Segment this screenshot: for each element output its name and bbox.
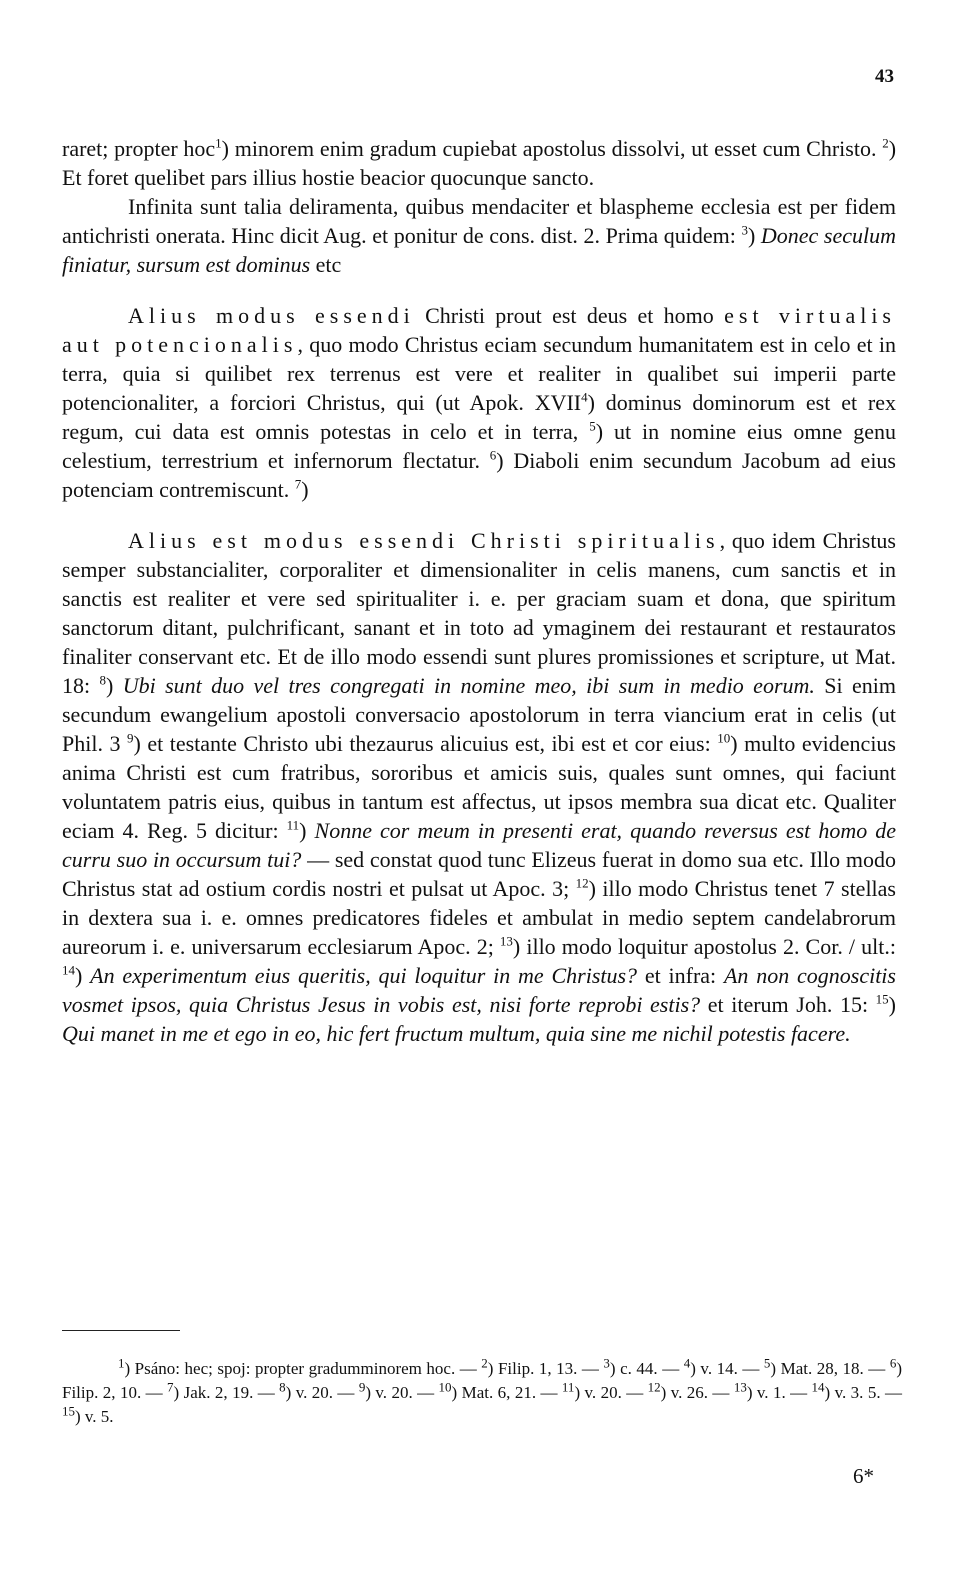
footnote-ref: 12 bbox=[575, 875, 589, 891]
footnote-ref: 14 bbox=[62, 962, 75, 978]
text-run: ) v. 20. — bbox=[365, 1383, 439, 1402]
page-number: 43 bbox=[875, 66, 894, 87]
text-run: ) et testante Christo ubi thezaurus alicuius est, ibi est et cor eius: bbox=[133, 731, 718, 756]
footnote-ref: 10 bbox=[438, 1379, 452, 1395]
footnote-ref: 2 bbox=[481, 1355, 488, 1371]
footnote-ref: 15 bbox=[62, 1403, 75, 1419]
text-run: ) multo evidencius anima Christi est cum fratribus, sororibus et amicis suis, quales sunt omnes, qui faciunt voluntatem patris eius, quibus in tantum est affectus, ut ipsos membra sua dicat etc. Qualiter eciam 4. Reg. 5 dicitur: bbox=[62, 731, 896, 843]
text-run: ) bbox=[301, 477, 309, 502]
text-run: ) v. 26. — bbox=[660, 1383, 734, 1402]
spaced-emphasis: Alius est modus essendi Christi spiritualis bbox=[128, 528, 720, 553]
footnote-ref: 6 bbox=[489, 447, 497, 463]
italic-quote: Donec seculum finiatur, sursum est dominus bbox=[62, 223, 897, 277]
text-run: ) Mat. 6, 21. — bbox=[451, 1383, 562, 1402]
footnote-ref: 15 bbox=[875, 991, 889, 1007]
footnote-ref: 11 bbox=[286, 817, 300, 833]
paragraph bbox=[62, 192, 896, 279]
text-run: ) Et foret quelibet pars illius hostie beacior quocunque sancto. bbox=[62, 136, 897, 190]
text-run: ) Jak. 2, 19. — bbox=[173, 1383, 280, 1402]
footnote-ref: 9 bbox=[126, 730, 134, 746]
text-run: Infinita sunt talia deliramenta, quibus mendaciter et blaspheme ecclesia est per fidem antichristi onerata. Hinc dicit Aug. et ponitur de cons. dist. 2. Prima quidem: bbox=[62, 194, 896, 248]
main-text bbox=[62, 134, 896, 1048]
text-run: ) Psáno: hec; spoj: propter gradumminorem hoc. — bbox=[124, 1359, 482, 1378]
footnote-ref: 7 bbox=[294, 476, 302, 492]
text-run: ) bbox=[106, 673, 123, 698]
italic-quote: Ubi sunt duo vel tres congregati in nomine meo, ibi sum in medio eorum. bbox=[122, 673, 815, 698]
spaced-emphasis: est virtualis aut potencionalis bbox=[62, 303, 896, 357]
footnote-ref: 3 bbox=[603, 1355, 610, 1371]
footnote-ref: 5 bbox=[763, 1355, 771, 1371]
text-run: et iterum Joh. 15: bbox=[700, 992, 876, 1017]
footnote-separator bbox=[62, 1330, 180, 1331]
text-run: ) v. 1. — bbox=[746, 1383, 812, 1402]
footnote-ref: 10 bbox=[717, 730, 731, 746]
text-run: ) v. 14. — bbox=[690, 1359, 764, 1378]
text-run: ) bbox=[75, 963, 91, 988]
text-run: etc bbox=[310, 252, 342, 277]
text-run: ) minorem enim gradum cupiebat apostolus dissolvi, ut esset cum Christo. bbox=[221, 136, 883, 161]
spaced-emphasis: Alius modus essendi bbox=[128, 303, 415, 328]
footnote-ref: 5 bbox=[589, 418, 596, 434]
signature-mark: 6* bbox=[853, 1464, 874, 1488]
text-run: ) Mat. 28, 18. — bbox=[770, 1359, 890, 1378]
footnote-ref: 14 bbox=[811, 1379, 825, 1395]
footnote-ref: 8 bbox=[279, 1379, 286, 1395]
italic-quote: Nonne cor meum in presenti erat, quando reversus est homo de curru suo in occursum tui? bbox=[62, 818, 896, 872]
footnote-ref: 4 bbox=[683, 1355, 691, 1371]
footnote-ref: 7 bbox=[167, 1379, 174, 1395]
footnote-ref: 6 bbox=[889, 1355, 897, 1371]
text-run: Si enim secundum ewangelium apostoli conversacio apostolorum in terra viancium erat in celis (ut Phil. 3 bbox=[62, 673, 896, 756]
text-run: ) v. 20. — bbox=[574, 1383, 648, 1402]
text-run: ) bbox=[888, 992, 896, 1017]
footnote-ref: 4 bbox=[581, 389, 588, 405]
text-run: ) illo modo Christus tenet 7 stellas in dextera sua i. e. omnes predicatores fideles et ambulat in medio septem candelabrorum aureorum i. e. universarum ecclesiarum Apoc. 2; bbox=[62, 876, 896, 959]
footnote-ref: 13 bbox=[733, 1379, 747, 1395]
footnotes bbox=[62, 1357, 902, 1429]
paragraph bbox=[62, 301, 896, 504]
text-run: , quo modo Christus eciam secundum humanitatem est in celo et in terra, quia si quilibet rex terrenus est vere et realiter in qualibet sui imperii parte potencionaliter, a forciori Christus, qui (ut Apok. XVII bbox=[62, 332, 897, 415]
footnote-ref: 2 bbox=[882, 135, 889, 151]
text-run: Christi prout est deus et homo bbox=[414, 303, 725, 328]
footnote-text bbox=[62, 1357, 902, 1429]
footnote-ref: 13 bbox=[499, 933, 513, 949]
text-run: ) Diaboli enim secundum Jacobum ad eius potenciam contremiscunt. bbox=[62, 448, 896, 502]
italic-quote: Qui manet in me et ego in eo, hic fert fructum multum, quia sine me nichil potestis facere. bbox=[62, 1021, 851, 1046]
footnote-ref: 8 bbox=[99, 672, 106, 688]
text-run: , quo idem Christus semper substancialiter, corporaliter et dimensionaliter in celis manens, cum sanctis et in sanctis est realiter et vere sed spiritualiter i. e. per graciam suam et dona, que spiritum sanctorum ditant, pulchrificant, sanant et in toto ad ymaginem dei restaurant et restauratos finaliter conservant etc. Et de illo modo essendi sunt plures promissiones et scripture, ut Mat. 18: bbox=[62, 528, 896, 698]
text-run: ) illo modo loquitur apostolus 2. Cor. / ult.: bbox=[512, 934, 896, 959]
text-run: ) v. 5. bbox=[75, 1407, 114, 1426]
text-run: ) dominus dominorum est et rex regum, cui data est omnis potestas in celo et in terra, bbox=[62, 390, 896, 444]
text-run: ) Filip. 1, 13. — bbox=[487, 1359, 604, 1378]
text-run: ) bbox=[299, 818, 315, 843]
paragraph bbox=[62, 134, 896, 192]
footnote-ref: 3 bbox=[741, 222, 748, 238]
footnote-ref: 11 bbox=[561, 1379, 575, 1395]
text-run: ) Filip. 2, 10. — bbox=[62, 1359, 902, 1402]
footnote-ref: 9 bbox=[358, 1379, 366, 1395]
text-run: raret; propter hoc bbox=[62, 136, 216, 161]
text-run: et infra: bbox=[637, 963, 724, 988]
footnote-ref: 1 bbox=[215, 135, 222, 151]
text-run: ) v. 3. 5. — bbox=[824, 1383, 902, 1402]
text-run: ) bbox=[747, 223, 761, 248]
text-run: ) ut in nomine eius omne genu celestium, terrestrium et infernorum flectatur. bbox=[62, 419, 896, 473]
italic-quote: An experimentum eius queritis, qui loquitur in me Christus? bbox=[90, 963, 638, 988]
text-run: ) v. 20. — bbox=[285, 1383, 359, 1402]
text-run: — sed constat quod tunc Elizeus fuerat in domo sua etc. Illo modo Christus stat ad ostium cordis nostri et pulsat ut Apoc. 3; bbox=[62, 847, 896, 901]
italic-quote: An non cognoscitis vosmet ipsos, quia Christus Jesus in vobis est, nisi forte reprobi estis? bbox=[62, 963, 896, 1017]
footnote-ref: 12 bbox=[647, 1379, 661, 1395]
paragraph bbox=[62, 526, 896, 1048]
footnote-ref: 1 bbox=[118, 1355, 125, 1371]
text-run: ) c. 44. — bbox=[609, 1359, 684, 1378]
